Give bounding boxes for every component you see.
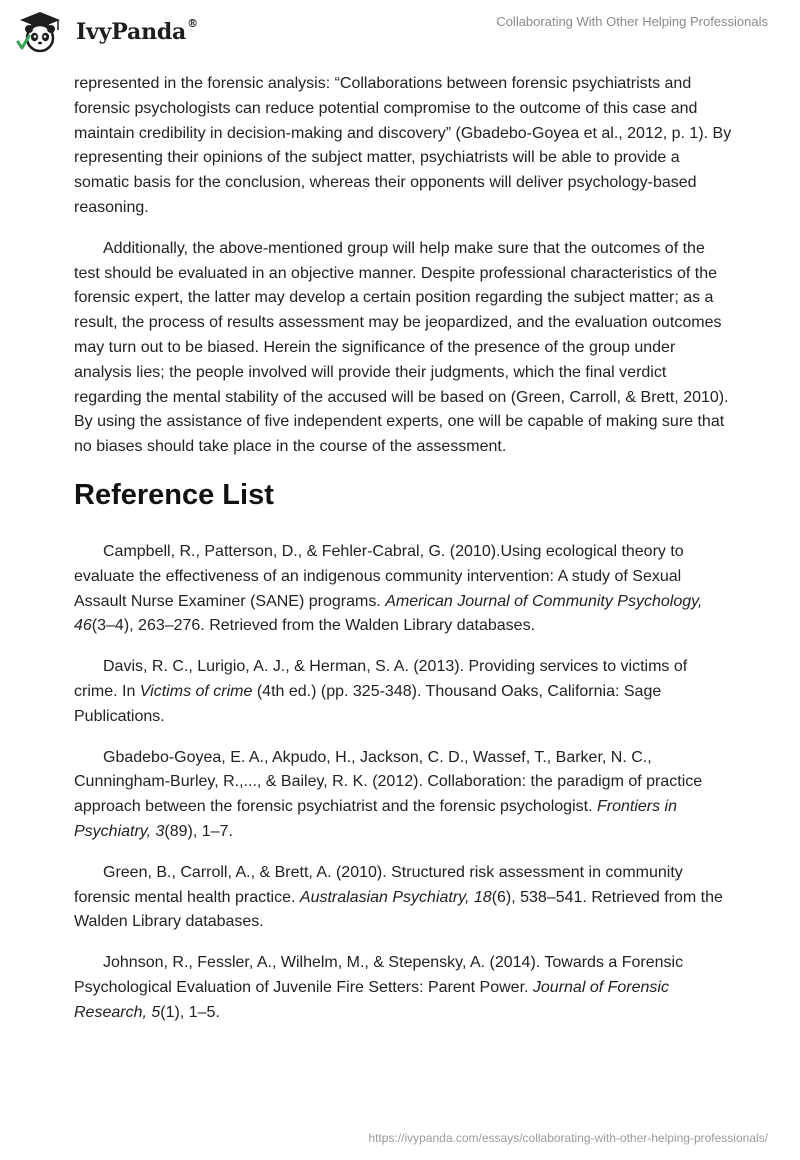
document-title: Collaborating With Other Helping Professionals — [496, 14, 768, 29]
page-header — [0, 0, 800, 64]
reference-list-heading: Reference List — [74, 478, 274, 511]
logo-text: IvyPanda® — [76, 17, 198, 45]
reference-item: Campbell, R., Patterson, D., & Fehler-Cabral, G. (2010).Using ecological theory to evaluate the effectiveness of an indigenous community intervention: A study of Sexual Assault Nurse Examiner (SANE) programs. American Journal of Community Psychology, 46(3–4), 263–276. Retrieved from the Walden Library databases. — [74, 542, 703, 635]
reference-item: Gbadebo-Goyea, E. A., Akpudo, H., Jackson, C. D., Wassef, T., Barker, N. C., Cunningham-Burley, R.,..., & Bailey, R. K. (2012). Collaboration: the paradigm of practice approach between the forensic psychiatrist and the forensic psychologist. Frontiers in Psychiatry, 3(89), 1–7. — [74, 748, 703, 840]
registered-mark: ® — [187, 17, 198, 30]
logo[interactable] — [14, 8, 198, 56]
body-paragraph: Additionally, the above-mentioned group will help make sure that the outcomes of the test should be evaluated in an objective manner. Despite professional characteristics of the forensic expert, the latter may develop a certain position regarding the subject matter; as a result, the process of results assessment may be jeopardized, and the evaluation outcomes may turn out to be biased. Herein the significance of the presence of the group under analysis lies; the people involved will provide their judgments, which the final verdict regarding the mental stability of the accused will be based on (Green, Carroll, & Brett, 2010). By using the assistance of five independent experts, one will be capable of making sure that no biases should take place in the course of the assessment. — [74, 239, 729, 456]
footer-url[interactable]: https://ivypanda.com/essays/collaborating-with-other-helping-professionals/ — [368, 1131, 768, 1145]
reference-item: Johnson, R., Fessler, A., Wilhelm, M., & Stepensky, A. (2014). Towards a Forensic Psychological Evaluation of Juvenile Fire Setters: Parent Power. Journal of Forensic Research, 5(1), 1–5. — [74, 954, 684, 1021]
reference-item: Davis, R. C., Lurigio, A. J., & Herman, S. A. (2013). Providing services to victims of crime. In Victims of crime (4th ed.) (pp. 325-348). Thousand Oaks, California: Sage Publications. — [74, 658, 688, 725]
reference-item: Green, B., Carroll, A., & Brett, A. (2010). Structured risk assessment in community forensic mental health practice. Australasian Psychiatry, 18(6), 538–541. Retrieved from the Walden Library databases. — [74, 863, 723, 931]
panda-logo-icon — [14, 8, 70, 56]
essay-content — [74, 72, 734, 1042]
body-paragraph-continued: represented in the forensic analysis: “Collaborations between forensic psychiatrists and forensic psychologists can reduce potential compromise to the outcome of this case and maintain credibility in decision-making and discovery” (Gbadebo-Goyea et al., 2012, p. 1). By representing their opinions of the subject matter, psychiatrists will be able to provide a somatic basis for the conclusion, whereas their opponents will deliver psychology-based reasoning. — [74, 75, 732, 216]
